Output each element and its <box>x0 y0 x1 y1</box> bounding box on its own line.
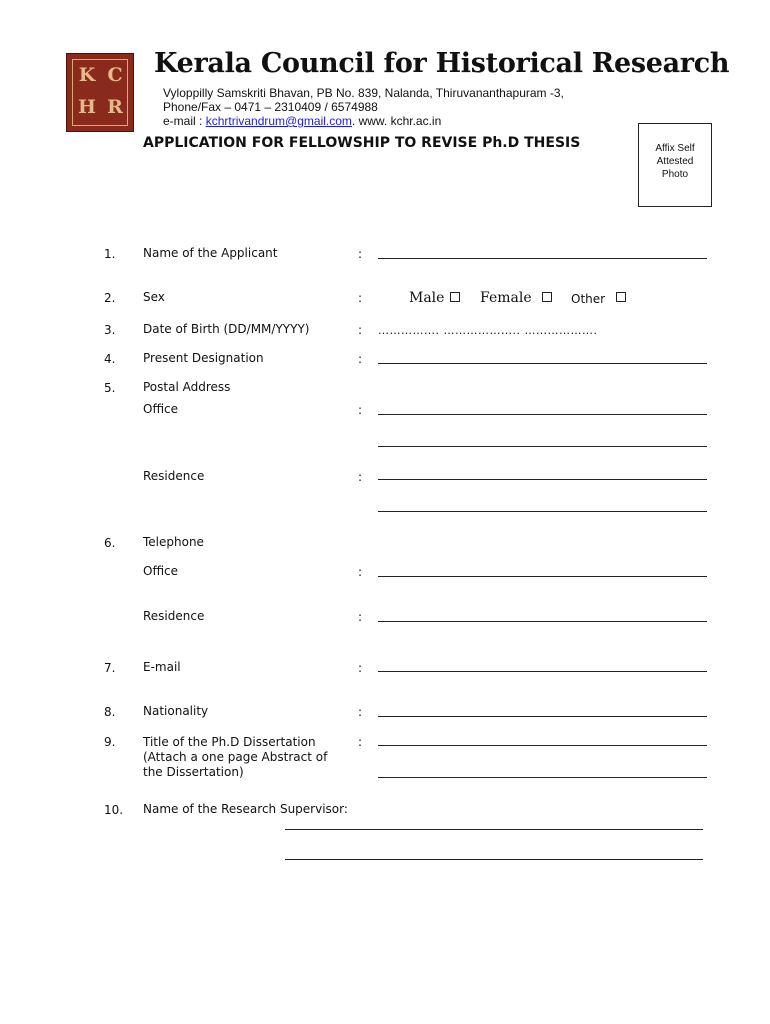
field-number-6: 6. <box>104 536 116 550</box>
office-address-field-1[interactable] <box>378 414 707 415</box>
website-separator: . www. <box>351 114 391 128</box>
field-number-4: 4. <box>104 352 116 366</box>
email-link[interactable]: kchrtrivandrum@gmail.com <box>205 114 352 128</box>
office-address-field-2[interactable] <box>378 446 707 447</box>
label-telephone: Telephone <box>143 535 204 549</box>
logo-letter-r: R <box>107 96 123 118</box>
colon: : <box>358 247 363 261</box>
label-postal-address: Postal Address <box>143 380 231 394</box>
label-sex: Sex <box>143 290 165 304</box>
field-number-7: 7. <box>104 661 116 675</box>
colon: : <box>358 735 363 749</box>
address-line-2: Phone/Fax – 0471 – 2310409 / 6574988 <box>163 100 378 114</box>
label-dissertation-title: Title of the Ph.D Dissertation (Attach a one page Abstract of the Dissertation) <box>143 735 328 779</box>
logo-letter-k: K <box>78 64 96 86</box>
applicant-name-field[interactable] <box>378 258 707 259</box>
colon: : <box>358 470 363 484</box>
kchr-logo <box>66 53 134 132</box>
office-telephone-field[interactable] <box>378 576 707 577</box>
field-number-5: 5. <box>104 381 116 395</box>
field-number-8: 8. <box>104 705 116 719</box>
form-title: APPLICATION FOR FELLOWSHIP TO REVISE Ph.D THESIS <box>143 135 581 151</box>
female-checkbox[interactable] <box>542 292 552 302</box>
field-number-2: 2. <box>104 291 116 305</box>
option-other-label: Other <box>571 292 606 306</box>
label-postal-office: Office <box>143 402 179 416</box>
nationality-field[interactable] <box>378 716 707 717</box>
label-nationality: Nationality <box>143 704 209 718</box>
label-research-supervisor: Name of the Research Supervisor: <box>143 802 348 816</box>
contact-line <box>163 114 441 129</box>
date-of-birth-field[interactable]: ……………. ……………….. ………………. <box>378 324 598 337</box>
label-telephone-residence: Residence <box>143 609 205 623</box>
photo-box-line-1: Affix Self <box>655 143 695 154</box>
label-date-of-birth: Date of Birth (DD/MM/YYYY) <box>143 322 310 336</box>
field-number-1: 1. <box>104 247 116 261</box>
colon: : <box>358 705 363 719</box>
website-text: kchr.ac.in <box>390 114 442 128</box>
designation-field[interactable] <box>378 363 707 364</box>
email-field[interactable] <box>378 671 707 672</box>
address-line-1: Vyloppilly Samskriti Bhavan, PB No. 839, Nalanda, Thiruvananthapuram -3, <box>163 86 564 100</box>
dissertation-title-field-2[interactable] <box>378 777 707 778</box>
residence-telephone-field[interactable] <box>378 621 707 622</box>
male-checkbox[interactable] <box>450 292 460 302</box>
logo-letter-c: C <box>107 64 123 86</box>
logo-letter-h: H <box>78 96 96 118</box>
colon: : <box>358 291 363 305</box>
label-applicant-name: Name of the Applicant <box>143 246 278 260</box>
photo-box-line-3: Photo <box>661 169 689 180</box>
colon: : <box>358 661 363 675</box>
field-number-10: 10. <box>104 803 124 817</box>
option-female-label: Female <box>480 290 532 306</box>
label-present-designation: Present Designation <box>143 351 264 365</box>
field-number-3: 3. <box>104 323 116 337</box>
other-checkbox[interactable] <box>616 292 626 302</box>
photo-box <box>638 123 712 207</box>
colon: : <box>358 403 363 417</box>
residence-address-field-1[interactable] <box>378 479 707 480</box>
colon: : <box>358 565 363 579</box>
supervisor-field-1[interactable] <box>285 829 703 830</box>
label-postal-residence: Residence <box>143 469 205 483</box>
colon: : <box>358 323 363 337</box>
email-prefix: e-mail : <box>163 114 206 128</box>
colon: : <box>358 352 363 366</box>
supervisor-field-2[interactable] <box>285 859 703 860</box>
photo-box-line-2: Attested <box>656 156 694 167</box>
label-telephone-office: Office <box>143 564 179 578</box>
option-male-label: Male <box>409 290 445 306</box>
organization-name: Kerala Council for Historical Research <box>154 48 730 79</box>
field-number-9: 9. <box>104 735 116 749</box>
residence-address-field-2[interactable] <box>378 511 707 512</box>
colon: : <box>358 610 363 624</box>
dissertation-title-field-1[interactable] <box>378 745 707 746</box>
label-email: E-mail <box>143 660 181 674</box>
